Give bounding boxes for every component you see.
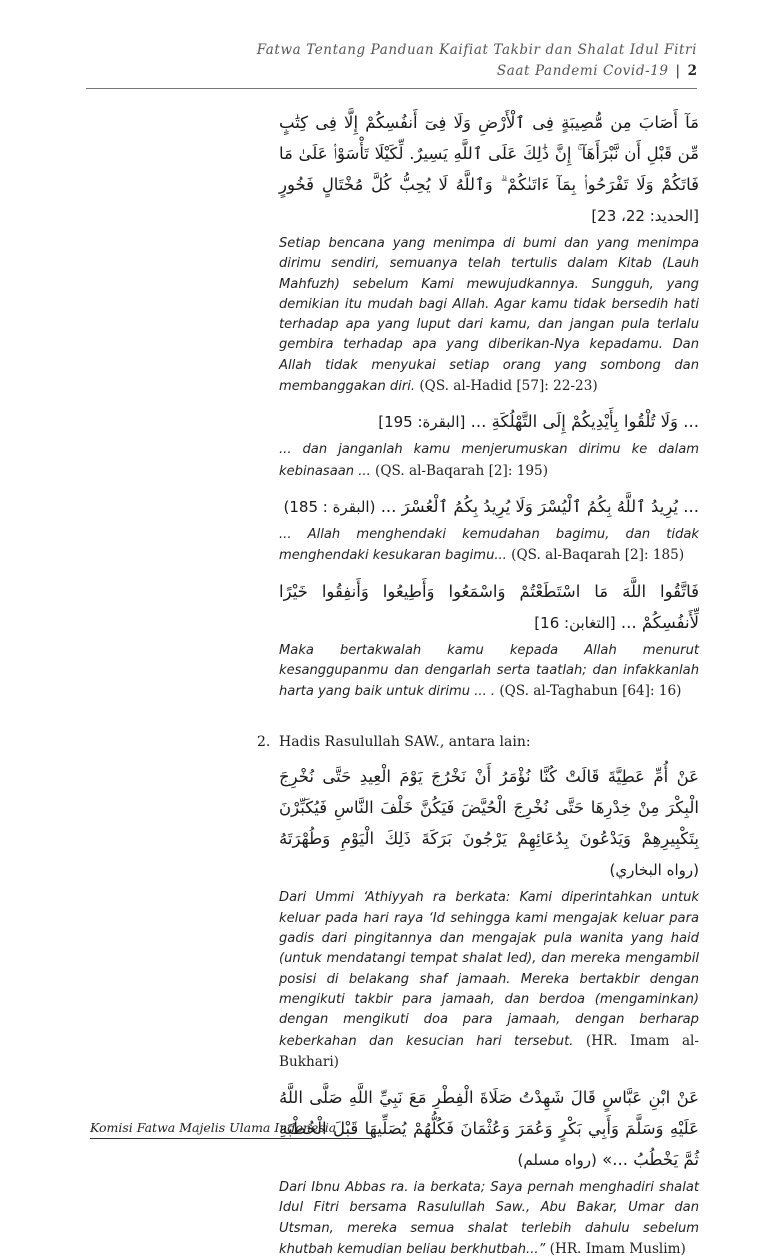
verse-translation-al-baqarah-185 bbox=[279, 525, 699, 567]
hadith-arabic-ummi-athiyyah bbox=[279, 761, 699, 886]
hadith-translation-ummi-athiyyah bbox=[279, 888, 699, 1073]
citation: (QS. al-Taghabun [64]: 16) bbox=[495, 683, 682, 700]
verse-arabic-al-hadid bbox=[279, 107, 699, 232]
citation: (QS. al-Hadid [57]: 22-23) bbox=[415, 378, 598, 395]
arabic-text: ... وَلَا تُلْقُوا بِأَيْدِيكُمْ إِلَى التَّهْلُكَةِ ... bbox=[470, 412, 699, 432]
verse-translation-al-baqarah-195 bbox=[279, 440, 699, 482]
arabic-reference: (البقرة : 185) bbox=[283, 497, 376, 516]
arabic-text: عَنْ أُمِّ عَطِيَّةَ قَالَتْ كُنَّا نُؤْمَرُ أَنْ نَخْرُجَ يَوْمَ الْعِيدِ حَتَّى نُخْرِجَ الْبِكْرَ مِنْ خِدْرِهَا حَتَّى نُخْرِجَ الْحُيَّضَ فَيَكُنَّ خَلْفَ النَّاسِ فَيُكَبِّرْنَ بِتَكْبِيرِهِمْ وَيَدْعُونَ بِدُعَائِهِمْ يَرْجُونَ بَرَكَةَ ذَلِكَ الْيَوْمِ وَطُهْرَتَهُ bbox=[279, 767, 699, 849]
header-title-line-2 bbox=[257, 61, 697, 82]
arabic-reference: [البقرة: 195] bbox=[378, 413, 466, 432]
page-number: 2 bbox=[687, 63, 697, 79]
arabic-text: فَاتَّقُوا اللَّهَ مَا اسْتَطَعْتُمْ وَاسْمَعُوا وَأَطِيعُوا وَأَنفِقُوا خَيْرًا لِّأَنفُسِكُمْ ... bbox=[279, 581, 699, 632]
translation-text: Setiap bencana yang menimpa di bumi dan yang menimpa dirimu sendiri, semuanya telah tertulis dalam Kitab (Lauh Mahfuzh) sebelum Kami mewujudkannya. Sungguh, yang demikian itu mudah bagi Allah. Agar kamu tidak bersedih hati terhadap apa yang luput dari kamu, dan jangan pula terlalu gembira terhadap apa yang diberikan-Nya kepadamu. Dan Allah tidak menyukai setiap orang yang sombong dan membanggakan diri. bbox=[279, 236, 699, 395]
citation: (HR. Imam Muslim) bbox=[545, 1241, 686, 1258]
arabic-reference: [التغابن: 16] bbox=[534, 613, 616, 632]
arabic-reference: [الحديد: 22، 23] bbox=[591, 207, 699, 225]
footer-divider bbox=[90, 1138, 372, 1139]
hadith-translation-ibnu-abbas bbox=[279, 1178, 699, 1260]
header-separator: | bbox=[675, 63, 681, 79]
arabic-reference: (رواه البخاري) bbox=[609, 861, 699, 880]
citation: (QS. al-Baqarah [2]: 195) bbox=[370, 462, 549, 479]
verse-arabic-al-baqarah-195 bbox=[279, 406, 699, 438]
translation-text: Dari Ibnu Abbas ra. ia berkata; Saya pernah menghadiri shalat Idul Fitri bersama Rasulullah Saw., Abu Bakar, Umar dan Utsman, mereka semua shalat terlebih dahulu sebelum khutbah kemudian beliau berkhutbah...” bbox=[279, 1180, 699, 1258]
translation-text: ... dan janganlah kamu menjerumuskan dirimu ke dalam kebinasaan ... bbox=[279, 442, 699, 479]
arabic-text: عَنْ ابْنِ عَبَّاسٍ قَالَ شَهِدْتُ صَلَاةَ الْفِطْرِ مَعَ نَبِيِّ اللَّهِ صَلَّى اللَّهُ عَلَيْهِ وَسَلَّمَ وَأَبِي بَكْرٍ وَعُمَرَ وَعُثْمَانَ فَكُلُّهُمْ يُصَلِّيهَا قَبْلَ الْخُطْبَةِ ثُمَّ يَخْطُبُ ...» bbox=[279, 1088, 699, 1170]
translation-text: Dari Ummi ‘Athiyyah ra berkata: Kami diperintahkan untuk keluar pada hari raya ‘Id sehingga kami mengajak keluar para gadis dari pingitannya dan mengajak pula wanita yang haid (untuk mendatangi tempat shalat Ied), dan mereka mengambil posisi di belakang shaf jamaah. Mereka bertakbir dengan mengikuti takbir para jamaah, dan berdoa (mengaminkan) dengan mengikuti doa para jamaah, dengan berharap keberkahan dan kesucian hari tersebut. bbox=[279, 890, 699, 1049]
page-header bbox=[257, 40, 697, 82]
verse-translation-al-taghabun bbox=[279, 641, 699, 703]
section-2-heading bbox=[257, 732, 699, 752]
list-number: 2. bbox=[257, 734, 271, 751]
hadith-arabic-ibnu-abbas bbox=[279, 1082, 699, 1176]
section-heading-text: Hadis Rasulullah SAW., antara lain: bbox=[279, 734, 531, 751]
translation-text: Maka bertakwalah kamu kepada Allah menurut kesanggupanmu dan dengarlah serta taatlah; dan infakkanlah harta yang baik untuk dirimu ... . bbox=[279, 642, 699, 700]
header-divider bbox=[86, 88, 697, 89]
citation: (HR. Imam al-Bukhari) bbox=[279, 1032, 699, 1070]
verse-arabic-al-baqarah-185 bbox=[279, 491, 699, 523]
verse-arabic-al-taghabun bbox=[279, 576, 699, 639]
main-content bbox=[257, 107, 699, 1260]
header-subtitle: Saat Pandemi Covid-19 bbox=[496, 63, 669, 79]
verse-translation-al-hadid bbox=[279, 234, 699, 397]
page-footer: Komisi Fatwa Majelis Ulama Indonesia bbox=[90, 1120, 337, 1135]
arabic-text: مَآ أَصَابَ مِن مُّصِيبَةٍ فِى ٱلْأَرْضِ وَلَا فِىٓ أَنفُسِكُمْ إِلَّا فِى كِتَٰبٍ مِّن قَبْلِ أَن نَّبْرَأَهَآ ۚ إِنَّ ذَٰلِكَ عَلَى ٱللَّهِ يَسِيرٌ. لِّكَيْلَا تَأْسَوْا۟ عَلَىٰ مَا فَاتَكُمْ وَلَا تَفْرَحُوا۟ بِمَآ ءَاتَىٰكُمْ ۗ وَٱللَّهُ لَا يُحِبُّ كُلَّ مُخْتَالٍ فَخُورٍ bbox=[279, 113, 699, 194]
translation-text: ... Allah menghendaki kemudahan bagimu, dan tidak menghendaki kesukaran bagimu... bbox=[279, 526, 699, 564]
header-title-line-1: Fatwa Tentang Panduan Kaifiat Takbir dan Shalat Idul Fitri bbox=[256, 42, 697, 58]
citation: (QS. al-Baqarah [2]: 185) bbox=[506, 547, 685, 564]
arabic-reference: (رواه مسلم) bbox=[517, 1151, 597, 1170]
arabic-text: ... يُرِيدُ ٱللَّهُ بِكُمُ ٱلْيُسْرَ وَلَا يُرِيدُ بِكُمُ ٱلْعُسْرَ ... bbox=[380, 496, 699, 516]
